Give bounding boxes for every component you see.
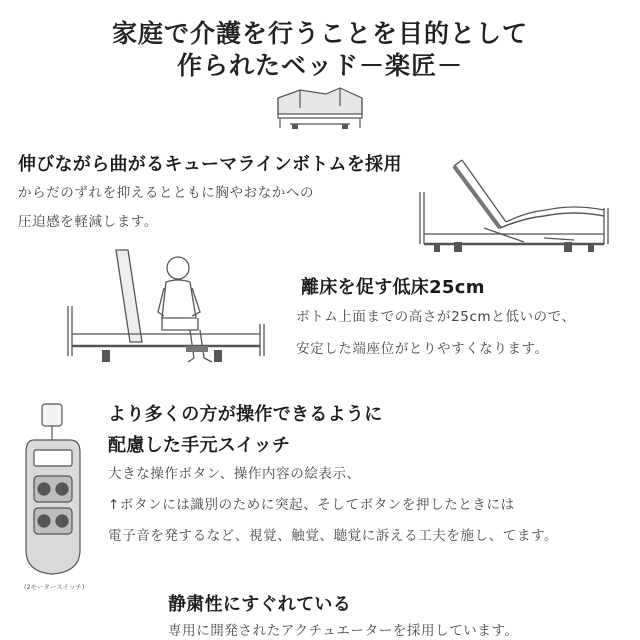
section-curve-desc-line1: からだのずれを抑えるとともに胸やおなかへの bbox=[18, 185, 315, 201]
section-low-bed-desc-line2: 安定した端座位がとりやすくなります。 bbox=[296, 341, 549, 357]
section-curve-desc-line2: 圧迫感を軽減します。 bbox=[18, 214, 158, 230]
page-title-line1: 家庭で介護を行うことを目的として bbox=[111, 19, 528, 48]
section-low-bed-desc-line1: ボトム上面までの高さが25cmと低いので、 bbox=[296, 309, 576, 325]
section-quiet-desc-line1: 専用に開発されたアクチュエーターを採用しています。 bbox=[168, 623, 519, 639]
section-curve-heading: 伸びながら曲がるキューマラインボトムを採用 bbox=[18, 154, 402, 175]
section-remote-heading-line2: 配慮した手元スイッチ bbox=[108, 435, 291, 456]
section-low-bed-heading: 離床を促す低床25cm bbox=[301, 277, 485, 298]
section-remote-desc-line3: 電子音を発するなど、視覚、触覚、聴覚に訴える工夫を施し、てます。 bbox=[108, 528, 559, 544]
bed-icon bbox=[270, 84, 370, 136]
hand-remote-illustration bbox=[20, 400, 86, 578]
remote-caption: (2モータースイッチ) bbox=[24, 583, 85, 591]
section-remote-desc-line1: 大きな操作ボタン、操作内容の絵表示、 bbox=[108, 466, 361, 482]
section-remote-heading-line1: より多くの方が操作できるように bbox=[108, 404, 383, 425]
section-remote-desc-line2: ↑ボタンには識別のために突起、そしてボタンを押したときには bbox=[108, 497, 515, 513]
bed-raised-illustration bbox=[414, 152, 614, 258]
page-title-line2: 作られたベッド－楽匠－ bbox=[176, 51, 463, 80]
section-quiet-heading: 静粛性にすぐれている bbox=[168, 594, 351, 615]
person-seated-illustration bbox=[66, 246, 266, 370]
